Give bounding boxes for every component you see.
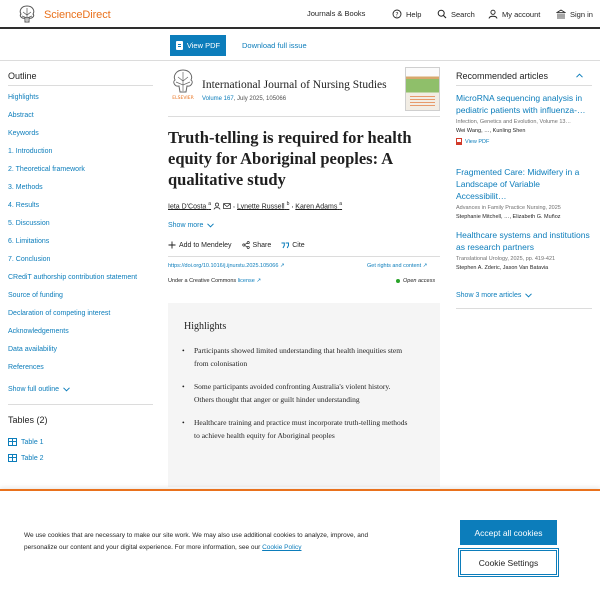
nav-account-label: My account (502, 9, 541, 19)
elsevier-logo-icon[interactable] (168, 67, 198, 101)
outline-item-data-availability[interactable]: Data availability (8, 346, 58, 353)
table-2-label: Table 2 (21, 454, 44, 462)
recommended-article (456, 229, 592, 271)
outline-item-keywords[interactable]: Keywords (8, 130, 39, 137)
journal-cover-image[interactable] (405, 67, 440, 111)
recommended-article (456, 166, 592, 220)
doi-link[interactable]: https://doi.org/10.1016/j.ijnurstu.2025.105066 ↗ (168, 263, 285, 269)
author-list (168, 201, 342, 210)
highlights-box (168, 303, 440, 487)
outline-item-references[interactable]: References (8, 364, 44, 371)
recommended-article-title[interactable]: Healthcare systems and institutions as research partners (456, 230, 590, 252)
divider (456, 85, 592, 86)
recommended-article-title[interactable]: MicroRNA sequencing analysis in pediatric patients with influenza-… (456, 93, 586, 115)
recommended-article-authors: Stephanie Mitchell, …, Elizabeth G. Muñoz (456, 214, 561, 220)
plus-icon (168, 241, 176, 249)
license-info (168, 278, 261, 284)
outline-item-methods[interactable]: 3. Methods (8, 184, 43, 191)
recommended-view-pdf-link[interactable] (456, 138, 592, 145)
external-link-icon: ↗ (279, 263, 285, 269)
outline-item-highlights[interactable]: Highlights (8, 94, 39, 101)
svg-text:?: ? (395, 11, 399, 19)
nav-help-label: Help (406, 9, 422, 19)
add-to-mendeley-button[interactable] (168, 241, 232, 249)
highlight-item: • Some participants avoided confronting Australia's violent history. Others thought that anger or guilt hinder understanding (182, 380, 412, 406)
share-icon (242, 241, 250, 249)
share-label: Share (252, 241, 272, 249)
show-more-articles-button[interactable] (456, 292, 532, 299)
chevron-up-icon[interactable] (576, 73, 583, 78)
show-full-outline-button[interactable] (8, 386, 70, 393)
nav-help[interactable] (392, 9, 421, 19)
external-link-icon: ↗ (256, 278, 261, 284)
outline-item-conclusion[interactable]: 7. Conclusion (8, 256, 51, 263)
mendeley-label: Add to Mendeley (179, 241, 232, 249)
open-access-dot-icon (396, 279, 400, 283)
table-1-link[interactable] (8, 438, 44, 446)
search-icon (437, 9, 447, 19)
outline-item-acknowledgements[interactable]: Acknowledgements (8, 328, 69, 335)
view-pdf-label: View PDF (465, 138, 490, 145)
license-prefix: Under a Creative Commons (168, 278, 237, 284)
chevron-down-icon (63, 387, 70, 392)
license-link[interactable]: license ↗ (237, 278, 261, 284)
help-icon (392, 9, 402, 19)
person-icon[interactable] (213, 202, 221, 210)
article-title: Truth-telling is required for health equity for Aboriginal peoples: A qualitative study (168, 128, 412, 189)
share-button[interactable] (242, 241, 272, 249)
journal-name-link[interactable]: International Journal of Nursing Studies (202, 79, 387, 91)
divider (8, 85, 153, 86)
table-icon (8, 438, 17, 446)
recommended-article-authors: Wei Wang, …, Kunling Shen (456, 128, 526, 134)
cite-label: Cite (292, 241, 305, 249)
cite-button[interactable] (281, 241, 304, 249)
author-link[interactable]: Karen Adams $^a$ (295, 201, 343, 211)
cookie-settings-button[interactable]: Cookie Settings (460, 550, 557, 575)
highlight-item: • Participants showed limited understanding that health inequities stem from colonisation (182, 344, 412, 370)
view-pdf-button[interactable] (170, 35, 226, 56)
author-separator: , (233, 202, 235, 210)
highlights-heading: Highlights (184, 321, 227, 332)
outline-heading: Outline (8, 71, 37, 81)
rights-content-link[interactable]: Get rights and content ↗ (367, 263, 428, 269)
article-actions (168, 241, 305, 249)
open-access-label: Open access (403, 278, 436, 284)
article-toolbar (0, 31, 600, 61)
quote-icon (281, 241, 289, 249)
brand-name[interactable]: ScienceDirect (44, 9, 111, 21)
email-icon[interactable] (223, 202, 231, 210)
divider (168, 116, 440, 117)
divider (456, 308, 592, 309)
svg-text:ELSEVIER: ELSEVIER (172, 96, 194, 101)
outline-item-abstract[interactable]: Abstract (8, 112, 34, 119)
cookie-banner (0, 489, 600, 600)
cookie-text: We use cookies that are necessary to make our site work. We may also use additional cookies to analyze, improve, and personalize our content and your digital experience. For more information, see our (24, 532, 369, 551)
outline-item-results[interactable]: 4. Results (8, 202, 40, 209)
view-pdf-label: View PDF (186, 41, 221, 50)
outline-item-introduction[interactable]: 1. Introduction (8, 148, 53, 155)
cookie-policy-link[interactable]: Cookie Policy (262, 544, 302, 551)
nav-journals-books[interactable] (307, 9, 365, 18)
outline-item-limitations[interactable]: 6. Limitations (8, 238, 50, 245)
table-icon (8, 454, 17, 462)
divider (8, 404, 153, 405)
pdf-icon (176, 41, 183, 50)
accept-all-cookies-button[interactable]: Accept all cookies (460, 520, 557, 545)
download-full-issue-link[interactable]: Download full issue (242, 41, 307, 50)
issue-date: , July 2025, 105066 (233, 96, 287, 102)
show-more-articles-label: Show 3 more articles (456, 292, 522, 299)
highlight-item: • Healthcare training and practice must incorporate truth-telling methods to achieve health equity for Aboriginal peoples (182, 416, 412, 442)
outline-list (8, 93, 137, 381)
nav-search-label: Search (451, 9, 475, 19)
author-separator: , (291, 202, 294, 210)
divider (168, 256, 440, 257)
table-2-link[interactable] (8, 454, 44, 462)
nav-journals-label: Journals & Books (307, 9, 366, 18)
author-link[interactable]: Ieta D'Costa $^a$ (168, 201, 212, 211)
site-header (0, 0, 600, 29)
external-link-icon: ↗ (422, 263, 428, 269)
outline-item-competing-interest[interactable]: Declaration of competing interest (8, 310, 111, 317)
table-1-label: Table 1 (21, 438, 44, 446)
institution-icon (556, 9, 566, 19)
recommended-article (456, 92, 592, 145)
nav-search[interactable] (437, 9, 475, 19)
user-icon (488, 9, 498, 19)
highlights-list (182, 344, 412, 452)
cookie-message (24, 530, 384, 554)
pdf-icon (456, 138, 462, 145)
outline-item-credit[interactable]: CRediT authorship contribution statement (8, 274, 138, 281)
recommended-article-meta: Advances in Family Practice Nursing, 2025 (456, 205, 561, 211)
show-full-outline-label: Show full outline (8, 386, 59, 393)
recommended-article-meta: Infection, Genetics and Evolution, Volume 13… (456, 119, 571, 125)
outline-item-theoretical-framework[interactable]: 2. Theoretical framework (8, 166, 85, 173)
nav-my-account[interactable] (488, 9, 540, 19)
recommended-article-title[interactable]: Fragmented Care: Midwifery in a Landscape of Variable Accessibilit… (456, 167, 580, 201)
show-more-button[interactable] (168, 222, 214, 229)
show-more-label: Show more (168, 222, 204, 229)
recommended-article-authors: Stephen A. Zderic, Jason Van Batavia (456, 265, 549, 271)
elsevier-tree-logo-icon[interactable] (16, 4, 38, 24)
recommended-heading: Recommended articles (456, 71, 549, 81)
recommended-article-meta: Translational Urology, 2025, pp. 419-421 (456, 256, 556, 262)
outline-item-discussion[interactable]: 5. Discussion (8, 220, 50, 227)
outline-item-funding[interactable]: Source of funding (8, 292, 63, 299)
chevron-down-icon (207, 223, 214, 228)
nav-signin-label: Sign in (570, 9, 593, 19)
volume-link[interactable]: Volume 167 (202, 96, 234, 102)
open-access-badge (396, 278, 435, 284)
author-link[interactable]: Lynette Russell $^b$ (237, 201, 290, 211)
journal-volume (202, 96, 286, 102)
nav-sign-in[interactable] (556, 9, 593, 19)
chevron-down-icon (525, 293, 532, 298)
tables-heading: Tables (2) (8, 415, 48, 425)
